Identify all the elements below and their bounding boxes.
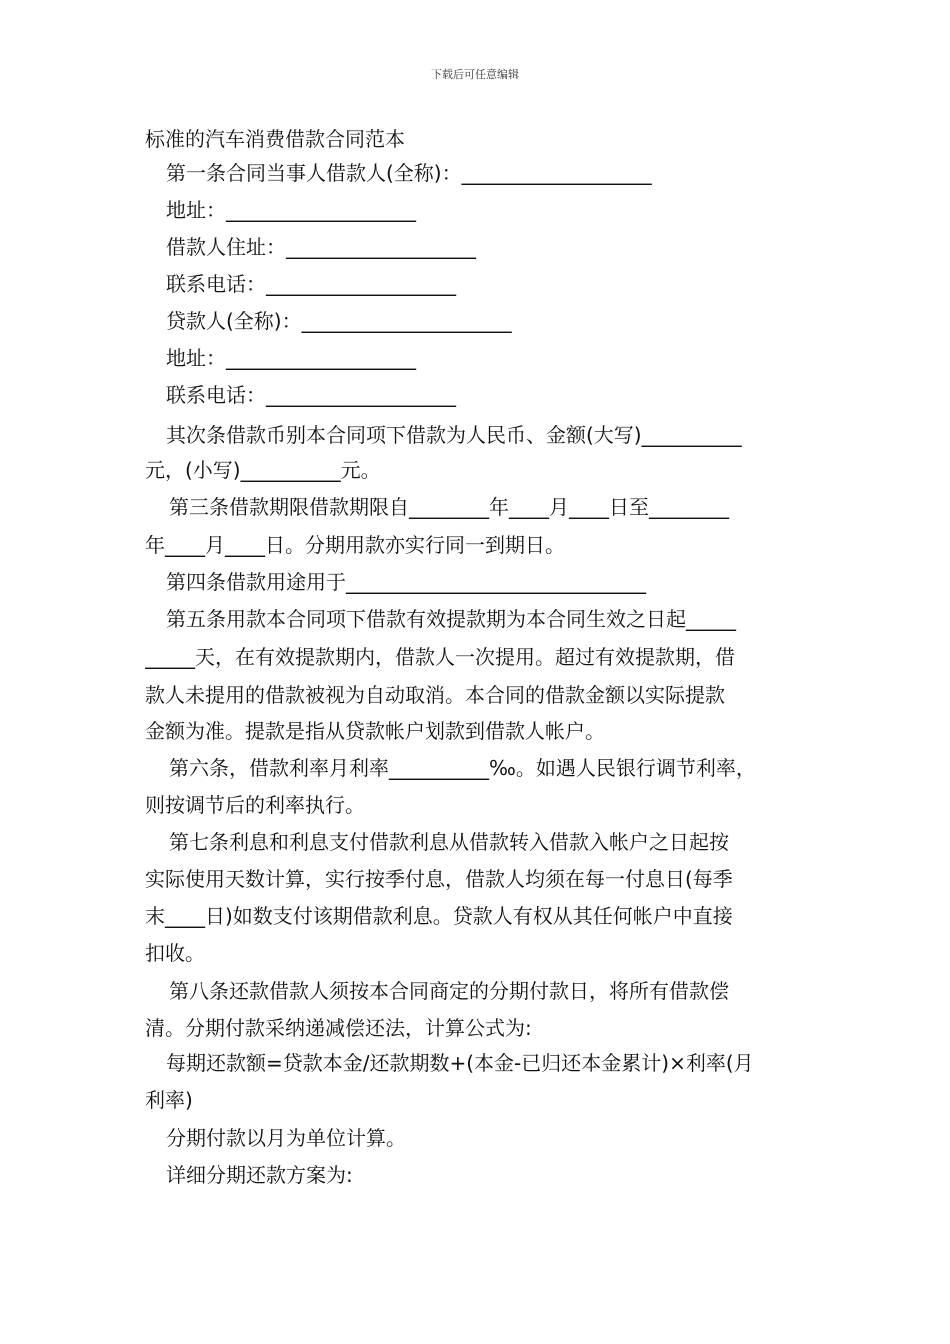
document-title: 标准的汽车消费借款合同范本 [145,127,405,151]
clause-3-line-1: 第三条借款期限借款期限自________年____月____日至________ [169,495,729,519]
clause-5-line-4: 金额为准。提款是指从贷款帐户划款到借款人帐户。 [145,719,605,743]
party-borrower-phone: 联系电话：___________________ [166,272,456,296]
clause-2-line-2: 元，(小写)__________元。 [145,458,381,482]
header-note: 下载后可任意编辑 [431,68,519,81]
clause-4: 第四条借款用途用于______________________________ [166,570,646,594]
clause-8-line-2: 清。分期付款采纳递减偿还法，计算公式为: [145,1016,532,1040]
clause-5-line-1: 第五条用款本合同项下借款有效提款期为本合同生效之日起_____ [166,607,736,631]
party-lender-name: 贷款人(全称)：_____________________ [166,309,512,333]
clause-7-line-3: 末____日)如数支付该期借款利息。贷款人有权从其任何帐户中直接 [145,904,733,928]
party-borrower-name: 第一条合同当事人借款人(全称)：___________________ [166,161,652,185]
party-borrower-address: 地址：___________________ [166,198,416,222]
party-borrower-residence: 借款人住址：___________________ [166,235,476,259]
clause-8-line-1: 第八条还款借款人须按本合同商定的分期付款日，将所有借款偿 [169,979,729,1003]
clause-7-line-2: 实际使用天数计算，实行按季付息，借款人均须在每一付息日(每季 [145,867,733,891]
clause-2-line-1: 其次条借款币别本合同项下借款为人民币、金额(大写)__________ [166,423,742,447]
formula-line-1: 每期还款额=贷款本金/还款期数+(本金-已归还本金累计)×利率(月 [166,1051,754,1075]
party-lender-phone: 联系电话：___________________ [166,383,456,407]
clause-5-line-2: _____天，在有效提款期内，借款人一次提用。超过有效提款期，借 [145,645,735,669]
installment-unit: 分期付款以月为单位计算。 [166,1126,406,1150]
clause-7-line-1: 第七条利息和利息支付借款利息从借款转入借款入帐户之日起按 [169,830,729,854]
clause-7-line-4: 扣收。 [145,941,205,965]
party-lender-address: 地址：___________________ [166,346,416,370]
formula-line-2: 利率) [145,1088,193,1112]
clause-6-line-2: 则按调节后的利率执行。 [145,793,365,817]
installment-plan-label: 详细分期还款方案为: [166,1163,353,1187]
clause-3-line-2: 年____月____日。分期用款亦实行同一到期日。 [145,533,565,557]
clause-6-line-1: 第六条，借款利率月利率__________‰。如遇人民银行调节利率， [169,756,756,780]
clause-5-line-3: 款人未提用的借款被视为自动取消。本合同的借款金额以实际提款 [145,683,725,707]
